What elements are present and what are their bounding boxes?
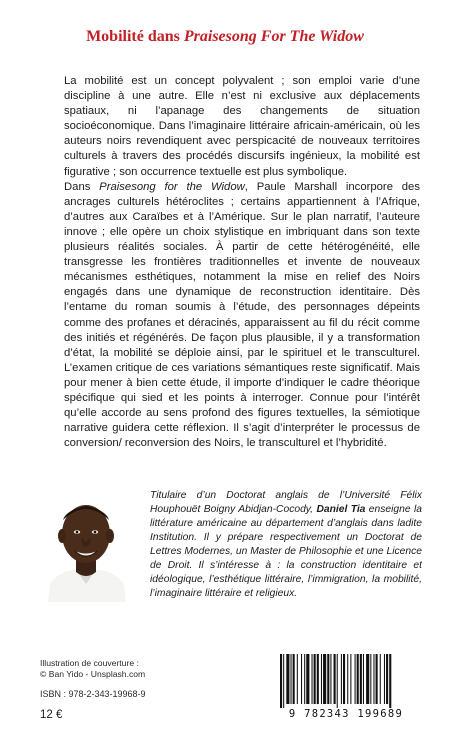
barcode-bar — [355, 654, 356, 704]
barcode-bar — [330, 654, 331, 704]
barcode-bar — [357, 654, 359, 704]
barcode-bar — [321, 654, 322, 704]
barcode-bar — [337, 654, 338, 708]
barcode-bar — [366, 654, 369, 704]
barcode-bar — [389, 654, 391, 708]
author-biography — [150, 489, 422, 601]
back-cover-summary — [64, 74, 420, 451]
barcode-bar — [327, 654, 329, 704]
barcode-bar — [373, 654, 374, 704]
barcode-bar — [350, 654, 351, 704]
barcode-bars — [270, 652, 422, 708]
book-title — [0, 28, 450, 46]
barcode-bar — [386, 654, 388, 704]
author-name: Daniel Tia — [316, 504, 366, 515]
barcode-bar — [312, 654, 313, 704]
summary-p2-title: Praisesong for the Widow — [99, 180, 245, 193]
author-photo — [40, 492, 132, 602]
barcode-bar — [293, 654, 295, 704]
summary-paragraph-1: La mobilité est un concept polyvalent ; son emploi varie d’une discipline à une autre. Elle n’est ni exclusive aux déplacements spatiaux, ni l’apanage des changements de situation socioéconomique. Dans l’imaginaire littéraire africain-américain, où les auteurs noirs revendiquent avec perspicacité de nouveaux territoires culturels à travers des procédés discursifs ingénieux, la mobilité est figurative ; son occurrence textuelle est plus symbolique. — [64, 75, 420, 178]
barcode-bar — [286, 654, 289, 704]
barcode-bar — [283, 654, 284, 708]
barcode-bar — [317, 654, 319, 704]
author-portrait-image — [40, 492, 132, 602]
credit-source: © Ban Yido - Unsplash.com — [40, 669, 146, 679]
isbn: ISBN : 978-2-343-19968-9 — [40, 689, 146, 699]
summary-p2-rest: , Paule Marshall incorpore des ancrages culturels hétéroclites ; certains appartiennent à l’Afrique, d’autres aux Caraïbes et à l’Amérique. Sur le plan narratif, l’auteure innove ; elle opère un choix stylistique en imbriquant dans son texte plusieurs réalités sociales. À partir de cette hétérogénéité, elle transgresse les frontières traditionnelles et invente de nouveaux mécanismes esthétiques, notamment la mise en relief des Noirs engagés dans une dynamique de reconstruction identitaire. Dès l’entame du roman soumis à l’étude, des personnages dépeints comme des profanes et déracinés, apparaissent au fil du récit comme des initiés et régénérés. De façon plus plausible, il y a transformation d’état, la mobilité se déploie ainsi, par le spirituel et le transculturel. L’examen critique de ces variations sémantiques reste significatif. Mais pour mener à bien cette étude, il importe d’indiquer le cadre théorique spécifique qui sied et les points à interroger. Connue pour l’intérêt qu’elle accorde au sens profond des figures textuelles, la sémiotique narrative guidera cette réflexion. Il s’agit d’interpréter le processus de conversion/ reconversion des Noirs, le transculturel et l’hybridité. — [64, 180, 420, 450]
barcode-bar — [380, 654, 381, 704]
barcode-bar — [363, 654, 364, 704]
barcode-bar — [347, 654, 348, 704]
barcode-bar — [306, 654, 309, 704]
barcode-bar — [343, 654, 345, 704]
bio-start: Titulaire d’un Doctorat anglais de l’Université Félix Houphouët Boigny Abidjan-Cocody, — [150, 490, 422, 515]
barcode-bar — [370, 654, 371, 704]
barcode-bar — [334, 654, 336, 704]
barcode-bar — [291, 654, 292, 704]
barcode-bar — [280, 654, 282, 708]
barcode-bar — [341, 654, 342, 704]
barcode-bar — [384, 654, 385, 704]
price: 12 € — [40, 709, 63, 721]
barcode-bar — [297, 654, 298, 704]
credit-label: Illustration de couverture : — [40, 658, 139, 668]
barcode-bar — [323, 654, 326, 704]
summary-paragraph-2 — [64, 180, 420, 452]
summary-p2-start: Dans — [64, 180, 100, 193]
book-title-prefix: Mobilité dans — [86, 28, 184, 45]
barcode-bar — [376, 654, 378, 704]
barcode-bar — [360, 654, 362, 704]
barcode-number: 9 782343 199689 — [288, 708, 404, 720]
barcode-bar — [304, 654, 305, 704]
book-title-italic: Praisesong For The Widow — [183, 28, 364, 45]
cover-illustration-credit — [40, 658, 145, 680]
barcode-bar — [301, 654, 302, 704]
bio-rest: enseigne la littérature américaine au département d’anglais dans ladite Institution. Il y prépare respectivement un Doctorat de Lettres Modernes, un Master de Philosophie et une Licence de Droit. Il s’intéresse à : la construction identitaire et idéologique, l’esthétique littéraire, l’immigration, la mobilité, l’imaginaire littéraire et religieux. — [150, 504, 423, 599]
barcode — [270, 652, 422, 722]
barcode-bar — [314, 654, 316, 704]
